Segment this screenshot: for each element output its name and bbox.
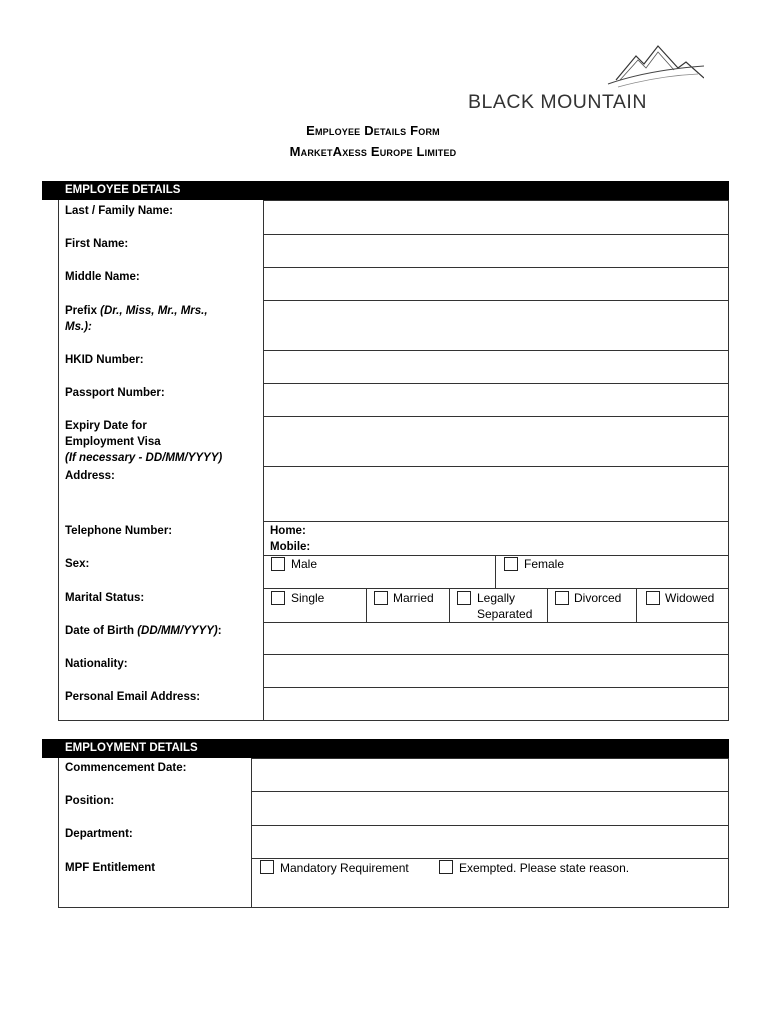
- prefix-field[interactable]: [264, 301, 728, 350]
- sex-label: Sex:: [65, 558, 90, 570]
- mountain-logo-icon: [468, 40, 704, 90]
- middle-name-field[interactable]: [264, 268, 728, 300]
- male-label: Male: [291, 557, 318, 571]
- table-border-bottom: [58, 720, 729, 721]
- position-label: Position:: [65, 795, 115, 807]
- single-checkbox[interactable]: [271, 591, 285, 605]
- visa-expiry-label-2: Employment Visa: [65, 436, 161, 448]
- marital-divider-2: [449, 588, 450, 622]
- dob-label: Date of Birth (DD/MM/YYYY):: [65, 625, 222, 637]
- address-label: Address:: [65, 470, 115, 482]
- passport-field[interactable]: [264, 384, 728, 416]
- exempted-label: Exempted. Please state reason.: [459, 861, 630, 875]
- mandatory-requirement-label: Mandatory Requirement: [280, 861, 409, 875]
- married-checkbox[interactable]: [374, 591, 388, 605]
- address-field[interactable]: [264, 467, 728, 521]
- sex-divider: [495, 555, 496, 588]
- hkid-field[interactable]: [264, 351, 728, 383]
- middle-name-label: Middle Name:: [65, 271, 140, 283]
- visa-expiry-note: (If necessary - DD/MM/YYYY): [65, 452, 223, 464]
- mandatory-requirement-checkbox[interactable]: [260, 860, 274, 874]
- legally-separated-checkbox[interactable]: [457, 591, 471, 605]
- form-title: Employee Details Form: [306, 123, 440, 138]
- table2-border-bottom: [58, 907, 729, 908]
- commencement-date-field[interactable]: [252, 759, 728, 791]
- telephone-label: Telephone Number:: [65, 525, 173, 537]
- employment-details-header: EMPLOYMENT DETAILS: [42, 739, 729, 758]
- widowed-label: Widowed: [665, 591, 715, 605]
- email-label: Personal Email Address:: [65, 691, 201, 703]
- logo-text: BLACK MOUNTAIN: [468, 91, 647, 113]
- table2-border-left: [58, 758, 59, 908]
- first-name-label: First Name:: [65, 238, 129, 250]
- visa-expiry-label: Expiry Date for: [65, 420, 147, 432]
- last-name-field[interactable]: [264, 201, 728, 234]
- mobile-phone-field[interactable]: [318, 538, 728, 554]
- visa-expiry-field[interactable]: [264, 417, 728, 466]
- passport-label: Passport Number:: [65, 387, 165, 399]
- table-border-left: [58, 200, 59, 721]
- first-name-field[interactable]: [264, 235, 728, 267]
- married-label: Married: [393, 591, 434, 605]
- position-field[interactable]: [252, 792, 728, 825]
- company-logo: [468, 40, 704, 112]
- email-field[interactable]: [264, 688, 728, 720]
- table2-border-right: [728, 758, 729, 908]
- male-checkbox[interactable]: [271, 557, 285, 571]
- home-phone-field[interactable]: [310, 522, 728, 537]
- female-label: Female: [524, 557, 565, 571]
- home-phone-label: Home:: [270, 525, 306, 537]
- dob-field[interactable]: [264, 623, 728, 654]
- marital-status-label: Marital Status:: [65, 592, 145, 604]
- divorced-label: Divorced: [574, 591, 622, 605]
- exempted-checkbox[interactable]: [439, 860, 453, 874]
- department-field[interactable]: [252, 826, 728, 858]
- marital-divider-4: [636, 588, 637, 622]
- table-border-right: [728, 200, 729, 721]
- marital-divider-1: [366, 588, 367, 622]
- nationality-field[interactable]: [264, 655, 728, 687]
- single-label: Single: [291, 591, 325, 605]
- female-checkbox[interactable]: [504, 557, 518, 571]
- hkid-label: HKID Number:: [65, 354, 144, 366]
- exemption-reason-field[interactable]: [645, 859, 727, 906]
- row-line: [263, 555, 729, 556]
- commencement-date-label: Commencement Date:: [65, 762, 187, 774]
- widowed-checkbox[interactable]: [646, 591, 660, 605]
- department-label: Department:: [65, 828, 133, 840]
- last-name-label: Last / Family Name:: [65, 205, 174, 217]
- marital-divider-3: [547, 588, 548, 622]
- divorced-checkbox[interactable]: [555, 591, 569, 605]
- nationality-label: Nationality:: [65, 658, 128, 670]
- form-subtitle: MarketAxess Europe Limited: [289, 144, 457, 159]
- mobile-phone-label: Mobile:: [270, 541, 311, 553]
- legally-separated-label-2: Separated: [477, 607, 533, 621]
- row-line: [263, 588, 729, 589]
- legally-separated-label: Legally: [477, 591, 516, 605]
- mpf-entitlement-label: MPF Entitlement: [65, 862, 156, 874]
- employee-details-header: EMPLOYEE DETAILS: [42, 181, 729, 200]
- prefix-label: Prefix (Dr., Miss, Mr., Mrs.,: [65, 305, 208, 317]
- prefix-label-cont: Ms.):: [65, 321, 92, 333]
